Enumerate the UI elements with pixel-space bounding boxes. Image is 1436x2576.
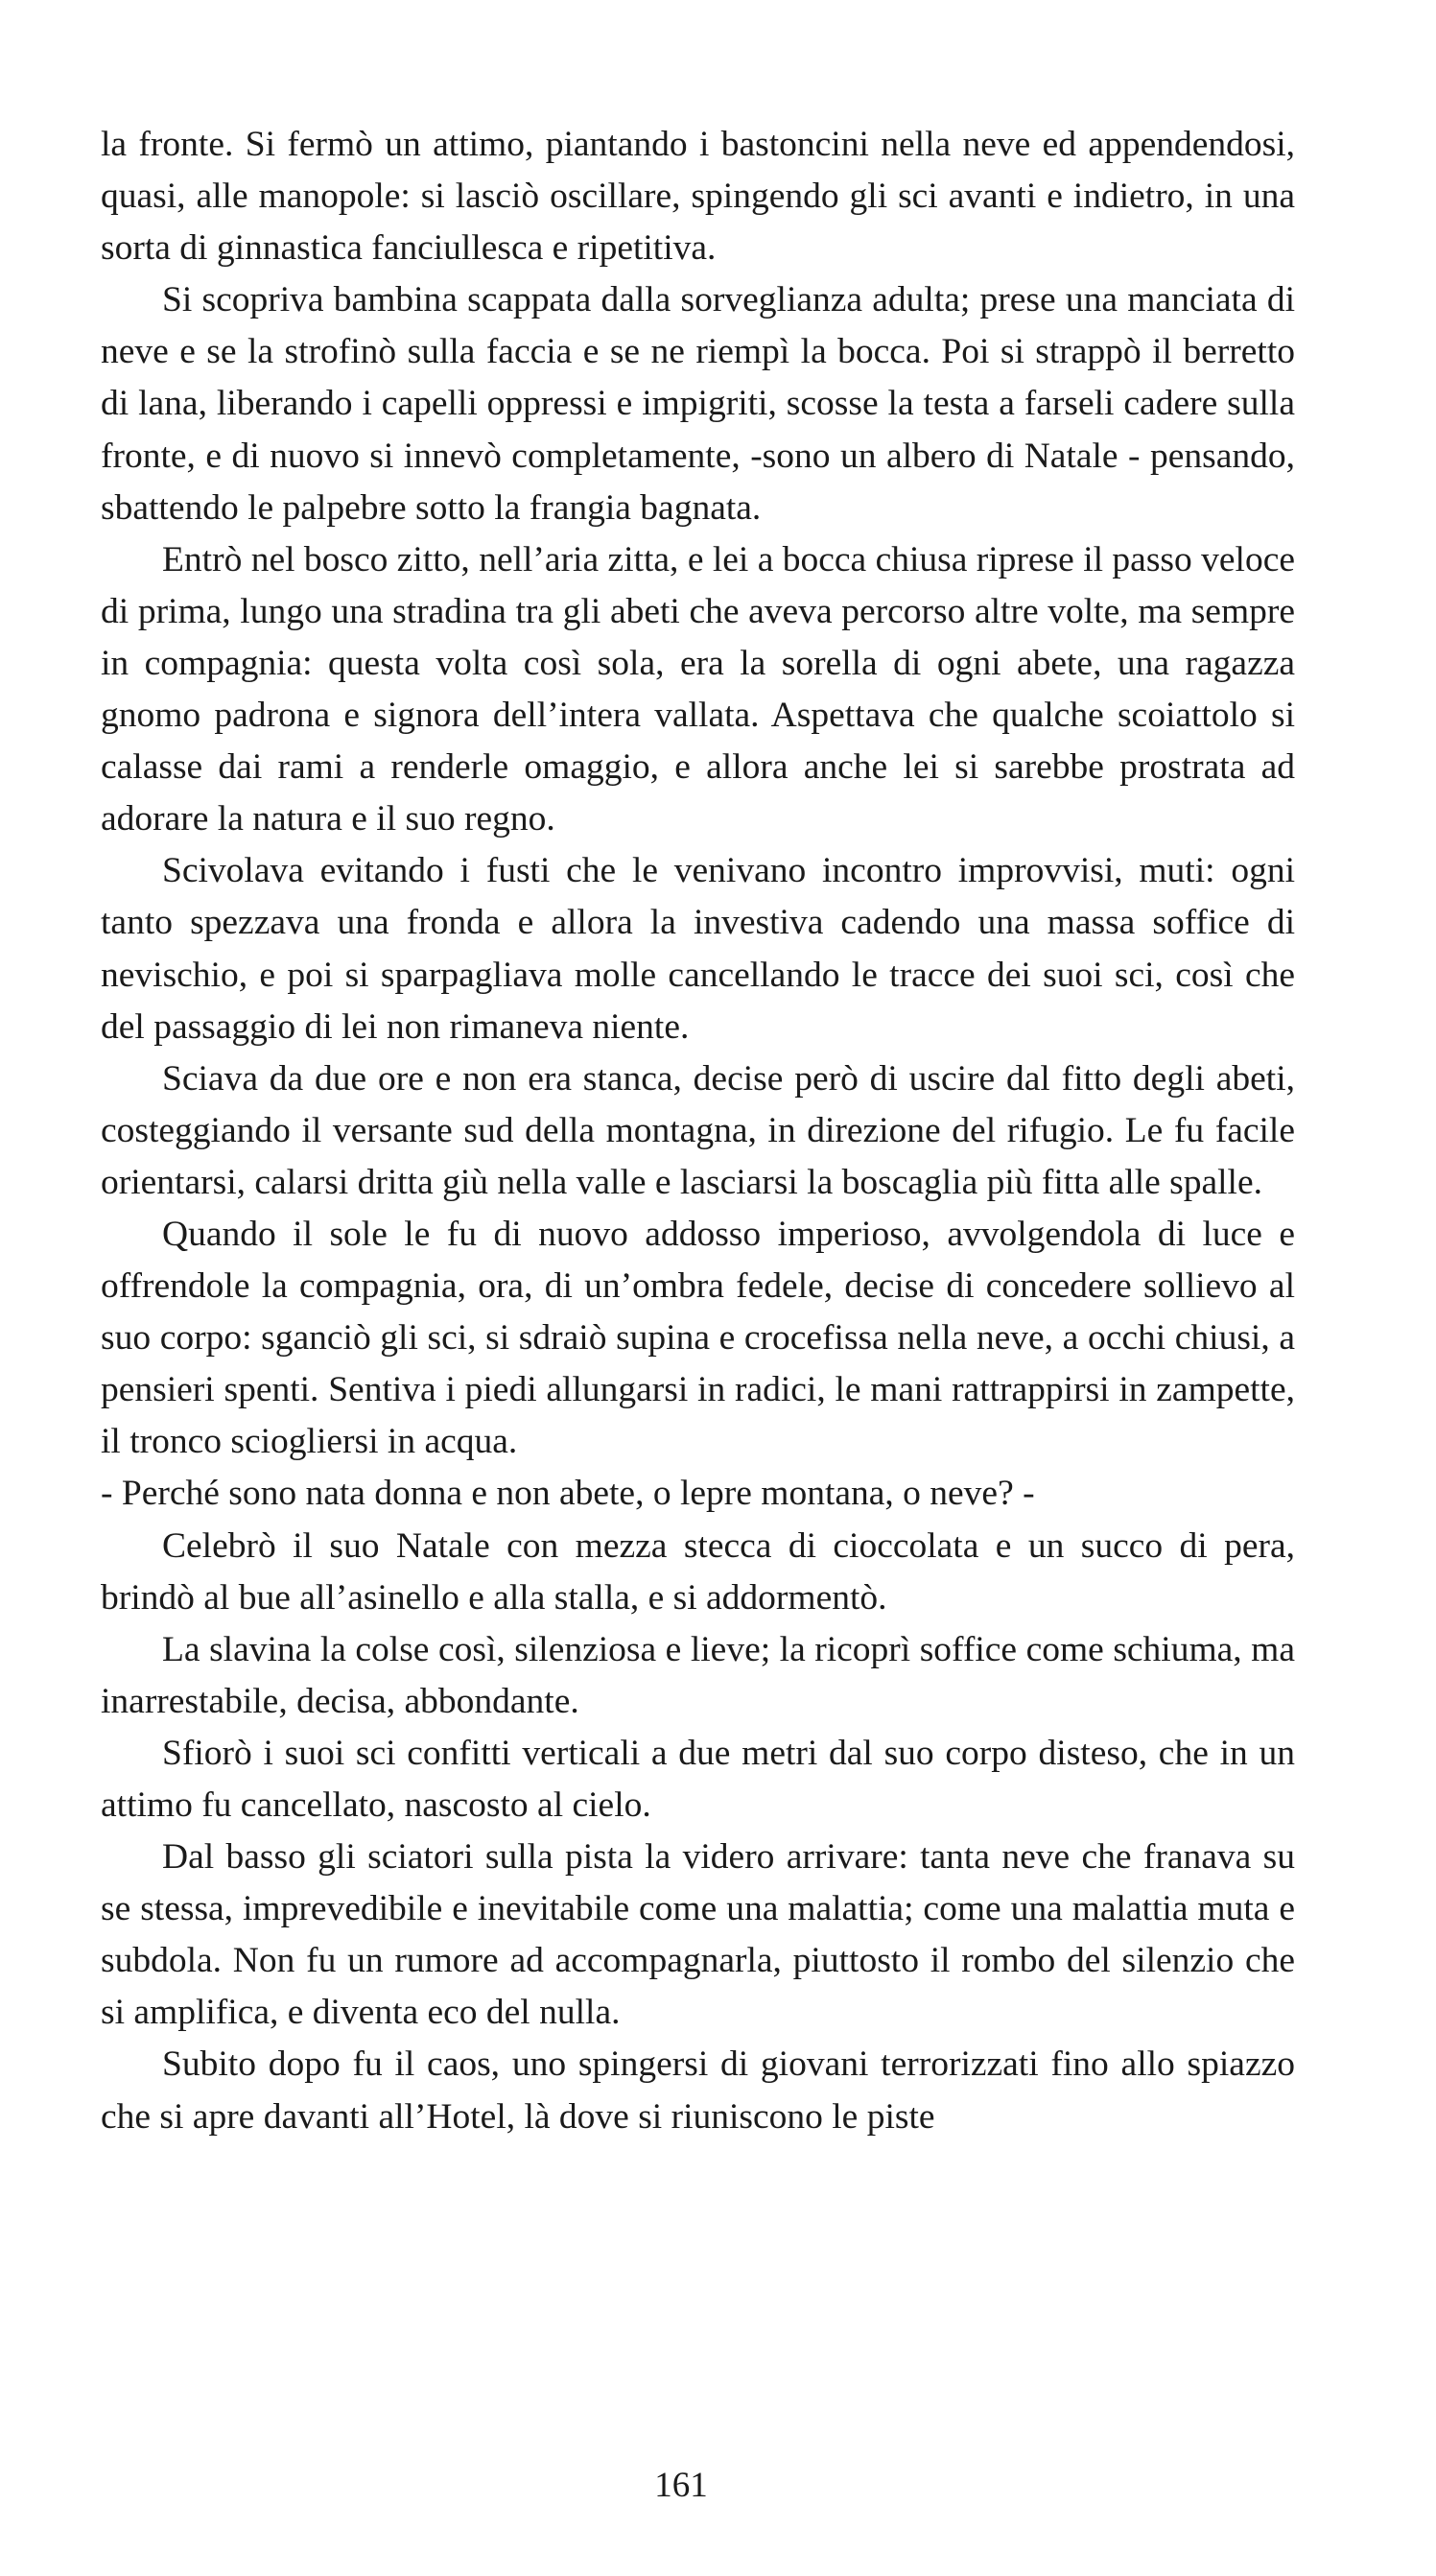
paragraph-8: Celebrò il suo Natale con mezza stecca di cioccolata e un succo di pera, brindò al bue all’asinello e alla stalla, e si addormentò. <box>101 1525 1295 1618</box>
paragraph-6: Quando il sole le fu di nuovo addosso imperioso, avvolgendola di luce e offrendole la compagnia, ora, di un’ombra fedele, decise di concedere sollievo al suo corpo: sganciò gli sci, si sdraiò supina e crocefissa nella neve, a occhi chiusi, a pensieri spenti. Sentiva i piedi allungarsi in radici, le mani rattrappirsi in zampette, il tronco sciogliersi in acqua. <box>101 1214 1295 1462</box>
body-text <box>101 119 1295 2143</box>
paragraph-11: Dal basso gli sciatori sulla pista la videro arrivare: tanta neve che franava su se stessa, imprevedibile e inevitabile come una malattia; come una malattia muta e subdola. Non fu un rumore ad accompagnarla, piuttosto il rombo del silenzio che si amplifica, e diventa eco del nulla. <box>101 1837 1295 2033</box>
paragraph-12: Subito dopo fu il caos, uno spingersi di giovani terrorizzati fino allo spiazzo che si apre davanti all’Hotel, là dove si riuniscono le piste <box>101 2044 1295 2137</box>
paragraph-3: Entrò nel bosco zitto, nell’aria zitta, e lei a bocca chiusa riprese il passo veloce di prima, lungo una stradina tra gli abeti che aveva percorso altre volte, ma sempre in compagnia: questa volta così sola, era la sorella di ogni abete, una ragazza gnomo padrona e signora dell’intera vallata. Aspettava che qualche scoiattolo si calasse dai rami a renderle omaggio, e allora anche lei si sarebbe prostrata ad adorare la natura e il suo regno. <box>101 539 1295 839</box>
paragraph-1: la fronte. Si fermò un attimo, piantando i bastoncini nella neve ed appendendosi, quasi, alle manopole: si lasciò oscillare, spingendo gli sci avanti e indietro, in una sorta di ginnastica fanciullesca e ripetitiva. <box>101 125 1295 269</box>
paragraph-4: Scivolava evitando i fusti che le venivano incontro improvvisi, muti: ogni tanto spezzava una fronda e allora la investiva cadendo una massa soffice di nevischio, e poi si sparpagliava molle cancellando le tracce dei suoi sci, così che del passaggio di lei non rimaneva niente. <box>101 851 1295 1047</box>
paragraph-5: Sciava da due ore e non era stanca, decise però di uscire dal fitto degli abeti, costeggiando il versante sud della montagna, in direzione del rifugio. Le fu facile orientarsi, calarsi dritta giù nella valle e lasciarsi la boscaglia più fitta alle spalle. <box>101 1058 1295 1202</box>
paragraph-10: Sfiorò i suoi sci confitti verticali a due metri dal suo corpo disteso, che in un attimo fu cancellato, nascosto al cielo. <box>101 1733 1295 1825</box>
page-number: 161 <box>654 2466 708 2505</box>
paragraph-7-dialogue: - Perché sono nata donna e non abete, o lepre montana, o neve? - <box>101 1474 1035 1514</box>
paragraph-9: La slavina la colse così, silenziosa e lieve; la ricoprì soffice come schiuma, ma inarrestabile, decisa, abbondante. <box>101 1629 1295 1721</box>
paragraph-2: Si scopriva bambina scappata dalla sorveglianza adulta; prese una manciata di neve e se la strofinò sulla faccia e se ne riempì la bocca. Poi si strappò il berretto di lana, liberando i capelli oppressi e impigriti, scosse la testa a farseli cadere sulla fronte, e di nuovo si innevò completamente, -sono un albero di Natale - pensando, sbattendo le palpebre sotto la frangia bagnata. <box>101 280 1295 528</box>
